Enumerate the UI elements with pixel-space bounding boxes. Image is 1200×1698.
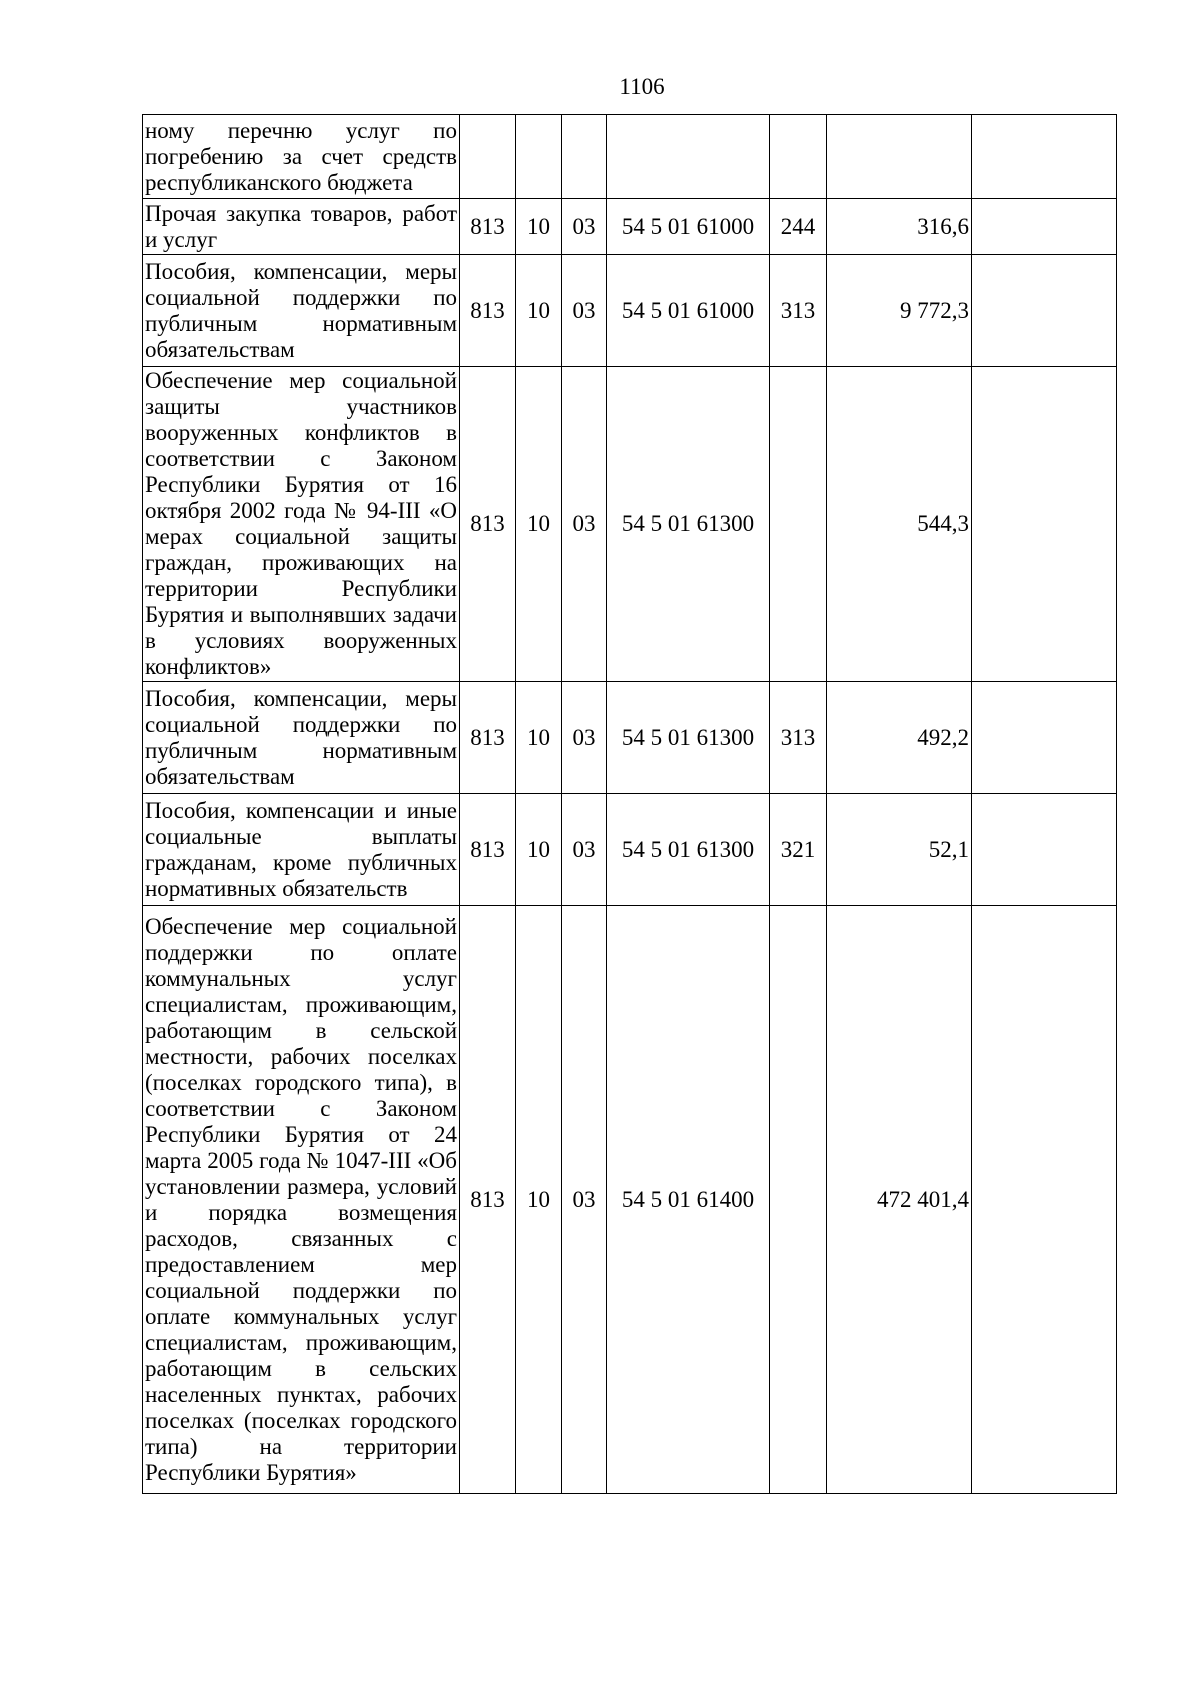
row-name-cell: Обеспечение мер социальной защиты участников вооруженных конфликтов в соответствии с Законом Республики Бурятия от 16 октября 2002 года № 94-III «О мерах социальной защиты граждан, проживающих на территории Республики Бурятия и выполнявших задачи в условиях вооруженных конфликтов»	[143, 367, 460, 682]
grbs-cell: 813	[460, 906, 516, 1494]
grbs-cell: 813	[460, 255, 516, 367]
csr-cell: 54 5 01 61300	[607, 682, 770, 794]
csr-cell: 54 5 01 61000	[607, 199, 770, 255]
row-name-cell: Обеспечение мер социальной поддержки по оплате коммунальных услуг специалистам, проживающим, работающим в сельской местности, рабочих поселках (поселках городского типа), в соответствии с Законом Республики Бурятия от 24 марта 2005 года № 1047-III «Об установлении размера, условий и порядка возмещения расходов, связанных с предоставлением мер социальной поддержки по оплате коммунальных услуг специалистам, проживающим, работающим в сельских населенных пунктах, рабочих поселках (поселках городского типа) на территории Республики Бурятия»	[143, 906, 460, 1494]
extra-cell	[972, 199, 1117, 255]
csr-cell	[607, 115, 770, 199]
razdel-cell: 10	[516, 906, 562, 1494]
table-row	[143, 794, 1117, 906]
extra-cell	[972, 115, 1117, 199]
razdel-cell: 10	[516, 794, 562, 906]
budget-table	[142, 114, 1117, 1494]
sum-cell: 492,2	[827, 682, 972, 794]
vr-cell	[770, 115, 827, 199]
csr-cell: 54 5 01 61000	[607, 255, 770, 367]
grbs-cell: 813	[460, 367, 516, 682]
csr-cell: 54 5 01 61300	[607, 367, 770, 682]
vr-cell	[770, 906, 827, 1494]
row-name-cell: Пособия, компенсации и иные социальные выплаты гражданам, кроме публичных нормативных обязательств	[143, 794, 460, 906]
extra-cell	[972, 906, 1117, 1494]
row-name-cell: Прочая закупка товаров, работ и услуг	[143, 199, 460, 255]
vr-cell: 321	[770, 794, 827, 906]
table-row	[143, 906, 1117, 1494]
podrazdel-cell: 03	[562, 794, 607, 906]
podrazdel-cell: 03	[562, 906, 607, 1494]
vr-cell: 244	[770, 199, 827, 255]
grbs-cell: 813	[460, 794, 516, 906]
grbs-cell	[460, 115, 516, 199]
razdel-cell: 10	[516, 199, 562, 255]
sum-cell	[827, 115, 972, 199]
vr-cell: 313	[770, 255, 827, 367]
sum-cell: 52,1	[827, 794, 972, 906]
podrazdel-cell: 03	[562, 367, 607, 682]
podrazdel-cell	[562, 115, 607, 199]
razdel-cell: 10	[516, 682, 562, 794]
extra-cell	[972, 794, 1117, 906]
row-name-cell: Пособия, компенсации, меры социальной поддержки по публичным нормативным обязательствам	[143, 255, 460, 367]
razdel-cell	[516, 115, 562, 199]
table-row	[143, 115, 1117, 199]
sum-cell: 9 772,3	[827, 255, 972, 367]
razdel-cell: 10	[516, 367, 562, 682]
podrazdel-cell: 03	[562, 255, 607, 367]
table-row	[143, 255, 1117, 367]
vr-cell: 313	[770, 682, 827, 794]
podrazdel-cell: 03	[562, 682, 607, 794]
page-number: 1106	[619, 74, 665, 99]
razdel-cell: 10	[516, 255, 562, 367]
extra-cell	[972, 255, 1117, 367]
table-row	[143, 199, 1117, 255]
extra-cell	[972, 682, 1117, 794]
grbs-cell: 813	[460, 199, 516, 255]
csr-cell: 54 5 01 61300	[607, 794, 770, 906]
table-row	[143, 682, 1117, 794]
row-name-cell: ному перечню услуг по погребению за счет средств республиканского бюджета	[143, 115, 460, 199]
extra-cell	[972, 367, 1117, 682]
sum-cell: 544,3	[827, 367, 972, 682]
vr-cell	[770, 367, 827, 682]
table-row	[143, 367, 1117, 682]
sum-cell: 316,6	[827, 199, 972, 255]
grbs-cell: 813	[460, 682, 516, 794]
podrazdel-cell: 03	[562, 199, 607, 255]
csr-cell: 54 5 01 61400	[607, 906, 770, 1494]
row-name-cell: Пособия, компенсации, меры социальной поддержки по публичным нормативным обязательствам	[143, 682, 460, 794]
sum-cell: 472 401,4	[827, 906, 972, 1494]
